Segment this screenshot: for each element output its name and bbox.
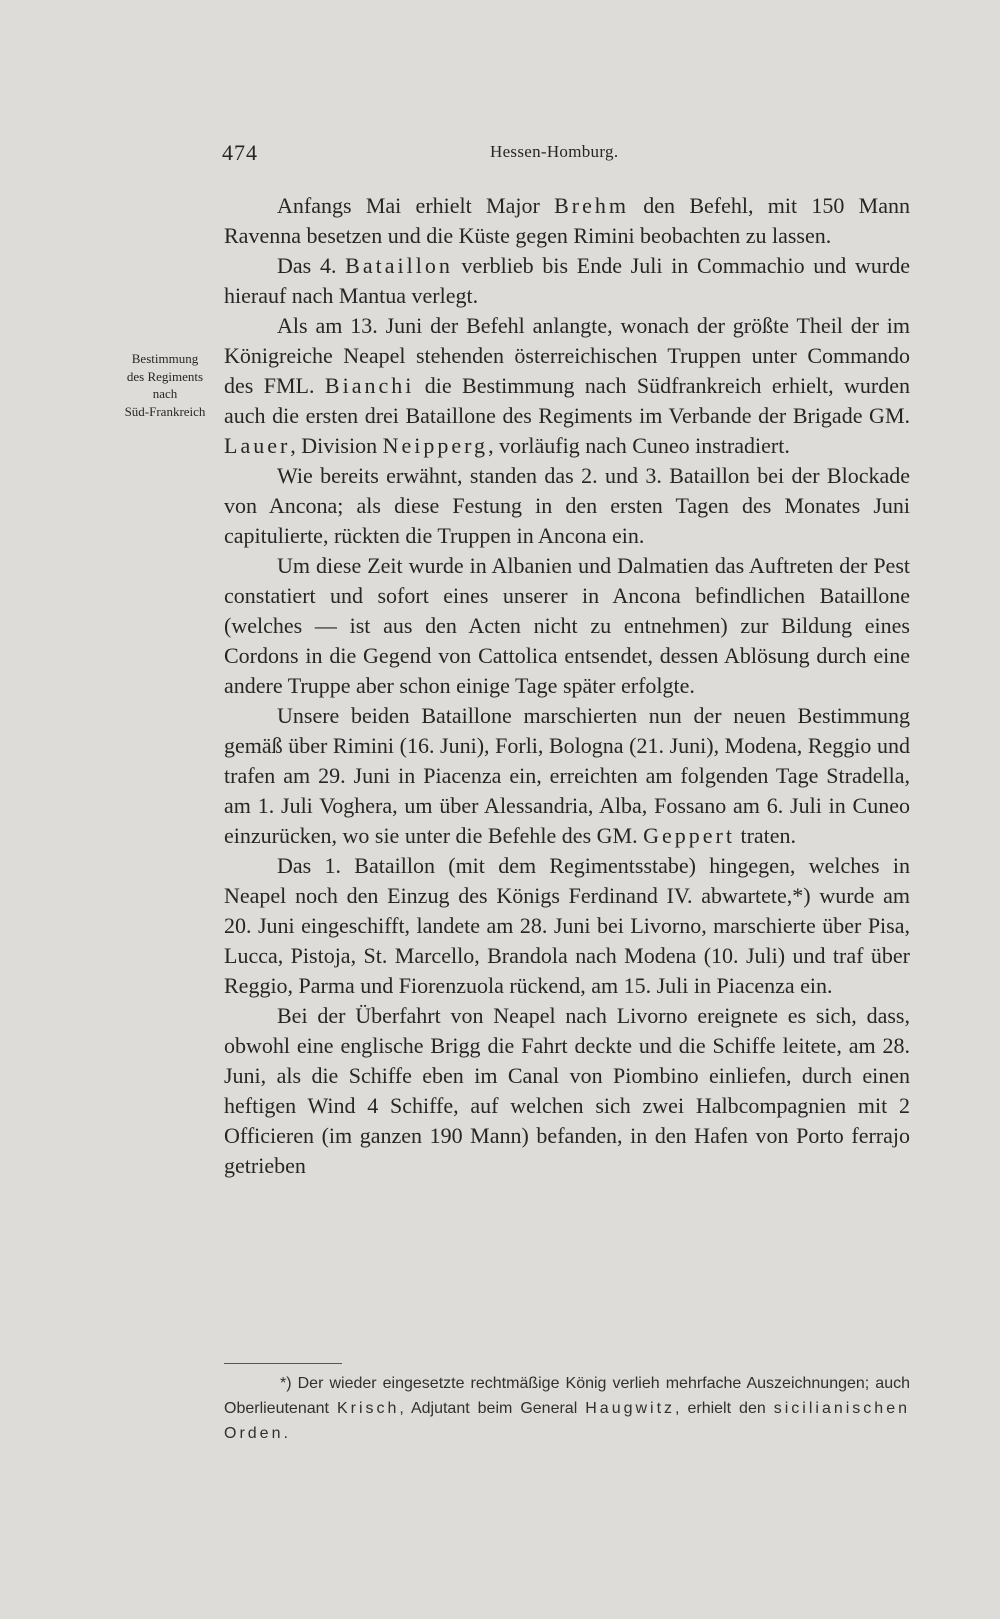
person-name: Bianchi: [324, 373, 415, 398]
text-run: , Adjutant beim General: [399, 1400, 586, 1417]
running-head: Hessen-Homburg.: [490, 142, 619, 161]
text-run: den Befehl, mit 150 Mann Ravenna besetzen und die Küste gegen Rimini beobachten zu lassen.: [224, 193, 910, 248]
text-run: Anfangs Mai erhielt Major: [277, 193, 555, 218]
footnote: [224, 1371, 910, 1446]
text-run: .: [283, 1425, 288, 1442]
person-name: Brehm: [554, 193, 629, 218]
person-name: Lauer: [224, 433, 291, 458]
footnote-rule: [224, 1363, 342, 1364]
paragraph: [224, 701, 910, 851]
text-run: Als am 13. Juni der Befehl anlangte, wonach der größte Theil der im Königreiche Neapel stehenden österreichischen Truppen unter Commando des FML.: [224, 313, 910, 398]
body-text: [224, 191, 910, 1181]
text-run: , erhielt den: [675, 1400, 774, 1417]
paragraph: [224, 191, 910, 251]
paragraph: [224, 311, 910, 461]
paragraph: Das 1. Bataillon (mit dem Regimentsstabe) hingegen, welches in Neapel noch den Einzug des Königs Ferdinand IV. abwartete,*) wurde am 20. Juni eingeschifft, landete am 28. Juni bei Livorno, marschierte über Pisa, Lucca, Pistoja, St. Marcello, Brandola nach Modena (10. Juli) und traf über Reggio, Parma und Fiorenzuola rückend, am 15. Juli in Piacenza ein.: [224, 853, 910, 998]
margin-note: [104, 350, 226, 420]
text-run: die Bestimmung nach Südfrankreich erhielt, wurden auch die ersten drei Bataillone des Regiments im Verbande der Brigade GM.: [224, 373, 910, 428]
page-header: [222, 140, 911, 170]
paragraph: [224, 251, 910, 311]
text-run: Unsere beiden Bataillone marschierten nun der neuen Bestimmung gemäß über Rimini (16. Juni), Forli, Bologna (21. Juni), Modena, Reggio und trafen am 29. Juni in Piacenza ein, erreichten am folgenden Tage Stradella, am 1. Juli Voghera, um über Alessandria, Alba, Fossano am 6. Juli in Cuneo einzurücken, wo sie unter die Befehle des GM.: [224, 703, 910, 848]
page-number: 474: [222, 140, 258, 165]
paragraph: Um diese Zeit wurde in Albanien und Dalmatien das Auftreten der Pest constatiert und sofort eines unserer in Ancona befindlichen Bataillone (welches — ist aus den Acten nicht zu entnehmen) zur Bildung eines Cordons in die Gegend von Cattolica entsendet, dessen Ablösung durch eine andere Truppe aber schon einige Tage später erfolgte.: [224, 553, 910, 698]
paragraph: Wie bereits erwähnt, standen das 2. und 3. Bataillon bei der Blockade von Ancona; als diese Festung in den ersten Tagen des Monates Juni capitulierte, rückten die Truppen in Ancona ein.: [224, 463, 910, 548]
margin-note-line: des Regiments: [126, 368, 204, 384]
text-run: *) Der wieder eingesetzte rechtmäßige König verlieh mehrfache Auszeichnungen; auch Oberlieutenant: [224, 1375, 910, 1417]
margin-note-line: nach: [152, 386, 178, 401]
text-run: , Division: [290, 433, 383, 458]
text-run: , vorläufig nach Cuneo instradiert.: [488, 433, 790, 458]
person-name: Neipperg: [382, 433, 489, 458]
margin-note-line: Süd-Frankreich: [124, 403, 206, 419]
person-name: Haugwitz: [585, 1400, 676, 1417]
spaced-phrase: sicilianischen Orden: [224, 1400, 910, 1442]
margin-note-line: Bestimmung: [131, 351, 199, 366]
text-run: Das 4.: [277, 253, 346, 278]
person-name: Krisch: [336, 1400, 400, 1417]
spaced-word: Bataillon: [345, 253, 453, 278]
text-run: verblieb bis Ende Juli in Commachio und wurde hierauf nach Mantua verlegt.: [224, 253, 911, 308]
text-run: traten.: [734, 823, 797, 848]
person-name: Geppert: [643, 823, 735, 848]
paragraph: Bei der Überfahrt von Neapel nach Livorno ereignete es sich, dass, obwohl eine englische Brigg die Fahrt deckte und die Schiffe leitete, am 28. Juni, als die Schiffe eben im Canal von Piombino einliefen, durch einen heftigen Wind 4 Schiffe, auf welchen sich zwei Halbcompagnien mit 2 Officieren (im ganzen 190 Mann) befanden, in den Hafen von Porto ferrajo getrieben: [224, 1003, 910, 1178]
